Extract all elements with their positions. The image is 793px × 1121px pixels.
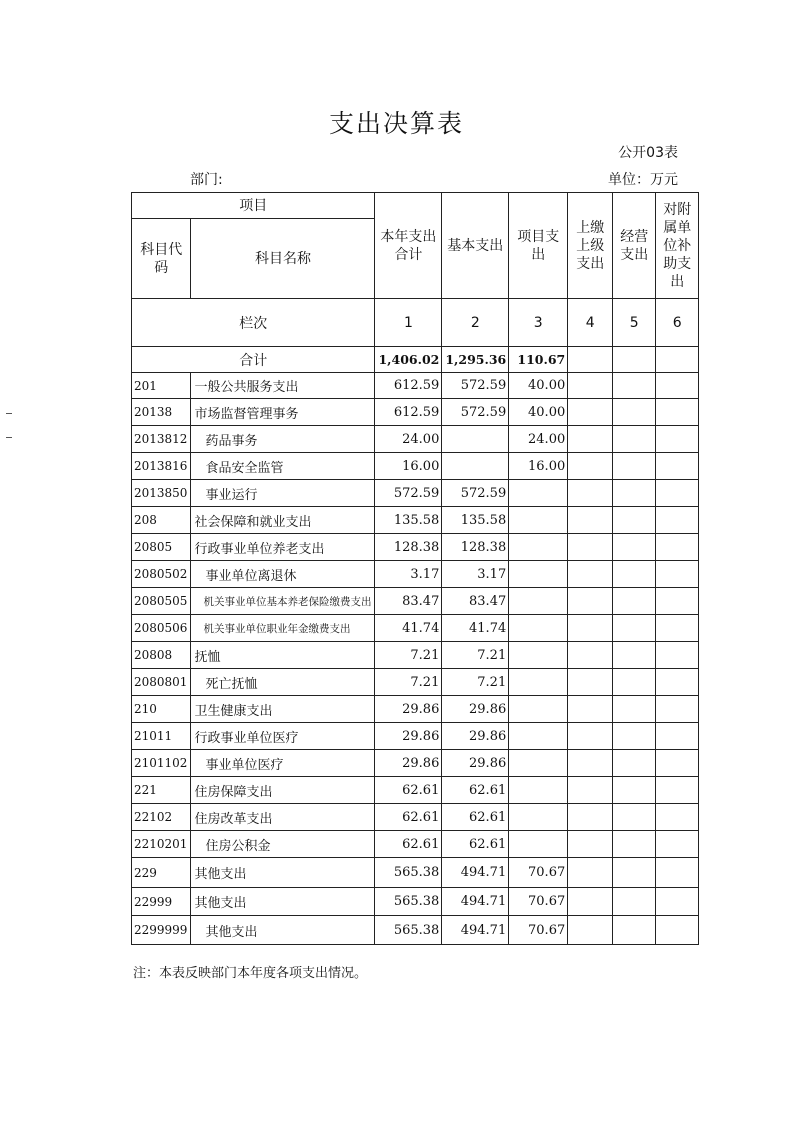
cell-project: 40.00 (509, 373, 568, 399)
cell-operating (613, 373, 656, 399)
cell-remit (568, 373, 613, 399)
cell-total: 29.86 (375, 750, 442, 777)
subject-code: 221 (132, 777, 191, 804)
cell-remit (568, 480, 613, 507)
subject-name: 抚恤 (191, 642, 375, 669)
cell-basic: 494.71 (442, 858, 509, 888)
table-row (132, 615, 699, 642)
subject-name: 住房公积金 (191, 831, 375, 858)
cell-basic: 29.86 (442, 696, 509, 723)
cell-operating (613, 534, 656, 561)
cell-subsidy (656, 426, 699, 453)
seq-1: 1 (375, 299, 442, 347)
seq-4: 4 (568, 299, 613, 347)
table-row (132, 453, 699, 480)
page-title: 支出决算表 (328, 109, 464, 138)
cell-total: 29.86 (375, 696, 442, 723)
cell-remit (568, 750, 613, 777)
total-c4 (568, 347, 613, 373)
cell-remit (568, 723, 613, 750)
cell-basic: 494.71 (442, 888, 509, 916)
scan-mark (6, 413, 12, 414)
cell-subsidy (656, 750, 699, 777)
subject-code: 2080502 (132, 561, 191, 588)
cell-total: 565.38 (375, 916, 442, 945)
table-row (132, 561, 699, 588)
subject-code: 20805 (132, 534, 191, 561)
header-name: 科目名称 (191, 219, 375, 299)
cell-total: 62.61 (375, 831, 442, 858)
subject-name: 事业运行 (191, 480, 375, 507)
header-col5: 经营支出 (613, 193, 656, 299)
cell-operating (613, 480, 656, 507)
cell-total: 565.38 (375, 888, 442, 916)
cell-basic: 41.74 (442, 615, 509, 642)
cell-basic: 135.58 (442, 507, 509, 534)
cell-total: 83.47 (375, 588, 442, 615)
cell-total: 16.00 (375, 453, 442, 480)
cell-operating (613, 399, 656, 426)
table-row (132, 480, 699, 507)
header-code: 科目代码 (132, 219, 191, 299)
cell-operating (613, 804, 656, 831)
subject-name: 机关事业单位基本养老保险缴费支出 (191, 588, 375, 615)
subject-code: 20808 (132, 642, 191, 669)
cell-project: 70.67 (509, 858, 568, 888)
cell-basic: 7.21 (442, 642, 509, 669)
cell-basic: 572.59 (442, 399, 509, 426)
cell-basic: 62.61 (442, 777, 509, 804)
cell-project (509, 615, 568, 642)
subject-name: 行政事业单位医疗 (191, 723, 375, 750)
cell-project (509, 588, 568, 615)
seq-6: 6 (656, 299, 699, 347)
cell-subsidy (656, 858, 699, 888)
cell-subsidy (656, 804, 699, 831)
cell-basic: 29.86 (442, 750, 509, 777)
cell-subsidy (656, 453, 699, 480)
form-number: 公开03表 (618, 145, 678, 161)
subject-code: 2013812 (132, 426, 191, 453)
cell-basic: 572.59 (442, 480, 509, 507)
header-col6: 对附属单位补助支出 (656, 193, 699, 299)
subject-code: 2013850 (132, 480, 191, 507)
table-row (132, 642, 699, 669)
cell-total: 128.38 (375, 534, 442, 561)
cell-total: 7.21 (375, 669, 442, 696)
subject-code: 201 (132, 373, 191, 399)
cell-operating (613, 642, 656, 669)
subject-code: 2101102 (132, 750, 191, 777)
cell-remit (568, 615, 613, 642)
cell-project (509, 534, 568, 561)
table-row (132, 804, 699, 831)
cell-project: 40.00 (509, 399, 568, 426)
cell-operating (613, 426, 656, 453)
table-row (132, 399, 699, 426)
cell-subsidy (656, 399, 699, 426)
cell-total: 565.38 (375, 858, 442, 888)
subject-name: 住房改革支出 (191, 804, 375, 831)
table-row (132, 669, 699, 696)
cell-remit (568, 642, 613, 669)
subject-name: 卫生健康支出 (191, 696, 375, 723)
table-row (132, 750, 699, 777)
cell-remit (568, 804, 613, 831)
scan-mark (6, 437, 12, 438)
cell-project (509, 723, 568, 750)
cell-project: 16.00 (509, 453, 568, 480)
header-col1: 本年支出合计 (375, 193, 442, 299)
subject-code: 20138 (132, 399, 191, 426)
cell-basic (442, 453, 509, 480)
total-c3: 110.67 (509, 347, 568, 373)
cell-operating (613, 669, 656, 696)
cell-basic (442, 426, 509, 453)
table-row (132, 426, 699, 453)
cell-remit (568, 561, 613, 588)
cell-basic: 29.86 (442, 723, 509, 750)
subject-code: 2013816 (132, 453, 191, 480)
subject-name: 社会保障和就业支出 (191, 507, 375, 534)
seq-3: 3 (509, 299, 568, 347)
subject-name: 其他支出 (191, 916, 375, 945)
table-row (132, 373, 699, 399)
cell-total: 612.59 (375, 399, 442, 426)
cell-subsidy (656, 615, 699, 642)
cell-subsidy (656, 723, 699, 750)
total-c6 (656, 347, 699, 373)
footnote: 注：本表反映部门本年度各项支出情况。 (133, 966, 368, 981)
total-label: 合计 (132, 347, 375, 373)
cell-operating (613, 453, 656, 480)
cell-project: 24.00 (509, 426, 568, 453)
cell-subsidy (656, 373, 699, 399)
total-c5 (613, 347, 656, 373)
subject-code: 2080505 (132, 588, 191, 615)
seq-2: 2 (442, 299, 509, 347)
cell-total: 29.86 (375, 723, 442, 750)
cell-total: 62.61 (375, 777, 442, 804)
cell-project (509, 750, 568, 777)
seq-label: 栏次 (132, 299, 375, 347)
cell-subsidy (656, 916, 699, 945)
cell-subsidy (656, 588, 699, 615)
cell-project (509, 696, 568, 723)
cell-remit (568, 507, 613, 534)
cell-operating (613, 858, 656, 888)
cell-remit (568, 777, 613, 804)
subject-code: 2210201 (132, 831, 191, 858)
subject-code: 2299999 (132, 916, 191, 945)
cell-project (509, 480, 568, 507)
header-col4: 上缴上级支出 (568, 193, 613, 299)
cell-operating (613, 888, 656, 916)
cell-basic: 572.59 (442, 373, 509, 399)
department-label: 部门: (190, 172, 223, 188)
cell-project (509, 804, 568, 831)
cell-operating (613, 723, 656, 750)
cell-project (509, 561, 568, 588)
cell-remit (568, 453, 613, 480)
cell-remit (568, 696, 613, 723)
table-row (132, 777, 699, 804)
cell-subsidy (656, 669, 699, 696)
table-row (132, 696, 699, 723)
subject-name: 药品事务 (191, 426, 375, 453)
cell-remit (568, 916, 613, 945)
cell-basic: 62.61 (442, 831, 509, 858)
cell-remit (568, 858, 613, 888)
cell-operating (613, 615, 656, 642)
cell-total: 3.17 (375, 561, 442, 588)
table-row (132, 588, 699, 615)
cell-operating (613, 561, 656, 588)
cell-total: 135.58 (375, 507, 442, 534)
cell-project (509, 642, 568, 669)
table-row (132, 888, 699, 916)
cell-operating (613, 588, 656, 615)
subject-name: 行政事业单位养老支出 (191, 534, 375, 561)
cell-remit (568, 399, 613, 426)
cell-remit (568, 831, 613, 858)
unit-label: 单位：万元 (608, 172, 678, 188)
cell-operating (613, 916, 656, 945)
cell-total: 7.21 (375, 642, 442, 669)
cell-operating (613, 777, 656, 804)
cell-total: 572.59 (375, 480, 442, 507)
cell-operating (613, 507, 656, 534)
cell-project (509, 507, 568, 534)
expenditure-table (131, 192, 699, 945)
subject-code: 2080801 (132, 669, 191, 696)
cell-basic: 494.71 (442, 916, 509, 945)
subject-name: 市场监督管理事务 (191, 399, 375, 426)
subject-name: 住房保障支出 (191, 777, 375, 804)
subject-name: 其他支出 (191, 858, 375, 888)
subject-code: 229 (132, 858, 191, 888)
cell-project (509, 669, 568, 696)
cell-basic: 3.17 (442, 561, 509, 588)
table-row (132, 858, 699, 888)
cell-subsidy (656, 480, 699, 507)
subject-name: 事业单位医疗 (191, 750, 375, 777)
subject-code: 22102 (132, 804, 191, 831)
subject-name: 食品安全监管 (191, 453, 375, 480)
table-row (132, 916, 699, 945)
cell-basic: 7.21 (442, 669, 509, 696)
header-col3: 项目支出 (509, 193, 568, 299)
table-row (132, 507, 699, 534)
cell-subsidy (656, 831, 699, 858)
cell-project (509, 777, 568, 804)
subject-code: 2080506 (132, 615, 191, 642)
seq-row (132, 299, 699, 347)
cell-subsidy (656, 777, 699, 804)
cell-remit (568, 669, 613, 696)
cell-total: 41.74 (375, 615, 442, 642)
subject-name: 事业单位离退休 (191, 561, 375, 588)
cell-operating (613, 750, 656, 777)
subject-code: 22999 (132, 888, 191, 916)
cell-basic: 83.47 (442, 588, 509, 615)
subject-name: 其他支出 (191, 888, 375, 916)
subject-code: 208 (132, 507, 191, 534)
cell-basic: 128.38 (442, 534, 509, 561)
subject-code: 21011 (132, 723, 191, 750)
cell-subsidy (656, 696, 699, 723)
cell-subsidy (656, 561, 699, 588)
table-row (132, 831, 699, 858)
cell-project (509, 831, 568, 858)
cell-remit (568, 588, 613, 615)
cell-total: 24.00 (375, 426, 442, 453)
cell-remit (568, 888, 613, 916)
total-row (132, 347, 699, 373)
subject-name: 一般公共服务支出 (191, 373, 375, 399)
cell-subsidy (656, 642, 699, 669)
cell-total: 62.61 (375, 804, 442, 831)
cell-project: 70.67 (509, 888, 568, 916)
cell-remit (568, 534, 613, 561)
total-c1: 1,406.02 (375, 347, 442, 373)
subject-name: 死亡抚恤 (191, 669, 375, 696)
cell-total: 612.59 (375, 373, 442, 399)
subject-code: 210 (132, 696, 191, 723)
seq-5: 5 (613, 299, 656, 347)
cell-subsidy (656, 888, 699, 916)
header-col2: 基本支出 (442, 193, 509, 299)
cell-project: 70.67 (509, 916, 568, 945)
cell-subsidy (656, 534, 699, 561)
table-row (132, 723, 699, 750)
subject-name: 机关事业单位职业年金缴费支出 (191, 615, 375, 642)
table-row (132, 534, 699, 561)
header-project: 项目 (132, 193, 375, 219)
cell-subsidy (656, 507, 699, 534)
cell-remit (568, 426, 613, 453)
total-c2: 1,295.36 (442, 347, 509, 373)
cell-operating (613, 831, 656, 858)
cell-operating (613, 696, 656, 723)
cell-basic: 62.61 (442, 804, 509, 831)
